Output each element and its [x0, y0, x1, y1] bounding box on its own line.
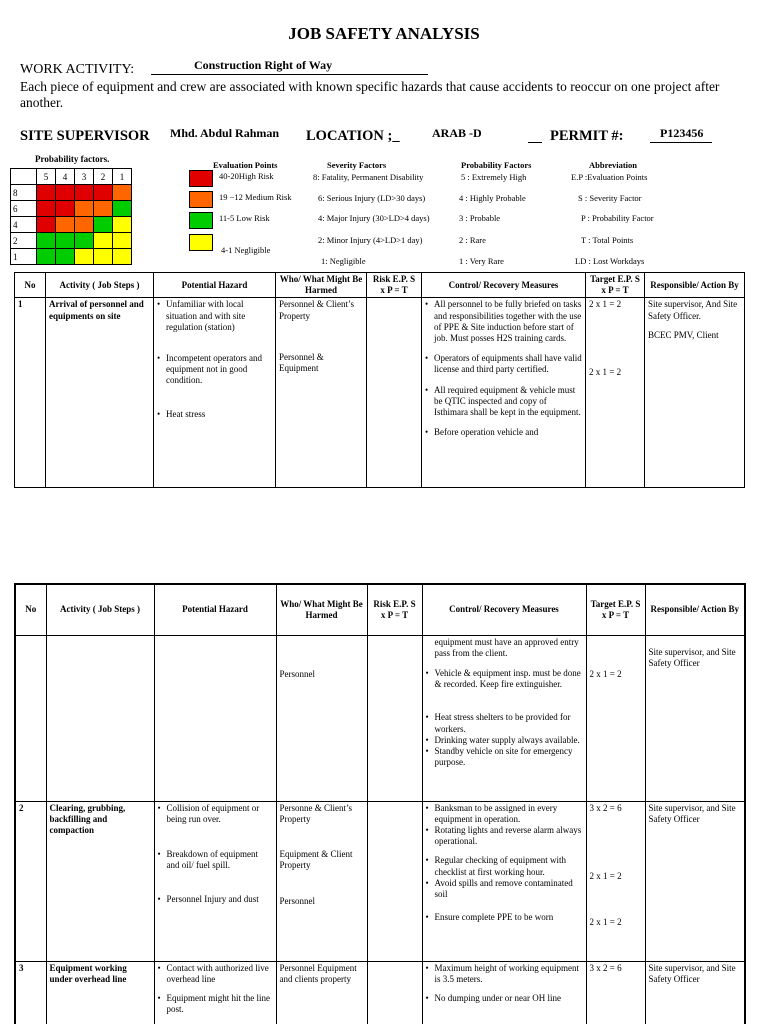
hazard-item: • Equipment might hit the line post.: [158, 993, 273, 1015]
matrix-cell: [37, 217, 56, 233]
matrix-cell: [37, 185, 56, 201]
control-item: • Vehicle & equipment insp. must be done & recorded. Keep fire extinguisher.: [426, 668, 583, 690]
table-row: [15, 801, 745, 961]
target-item: 2 x 1 = 2: [589, 299, 622, 310]
col-header-who: Who/ What Might Be Harmed: [276, 273, 367, 298]
who-item: Equipment & Client Property: [279, 848, 353, 871]
evaluation-item: 11-5 Low Risk: [219, 213, 270, 223]
control-item: • Ensure complete PPE to be worn: [426, 912, 583, 923]
control-item: • No dumping under or near OH line: [426, 993, 583, 1004]
matrix-cell: [113, 185, 132, 201]
row-responsible: [645, 961, 745, 1024]
row-hazards: [154, 961, 276, 1024]
row-who: [276, 801, 367, 961]
swatch-medium: [189, 191, 213, 208]
responsible-item: BCEC PMV, Client: [648, 329, 719, 340]
matrix-cell: [75, 217, 94, 233]
who-item: Personnel: [279, 668, 315, 679]
probability-title: Probability Factors: [461, 160, 532, 170]
matrix-col-header: 4: [56, 169, 75, 185]
matrix-cell: [113, 201, 132, 217]
row-who: [276, 298, 367, 488]
permit-label: PERMIT #:: [550, 128, 624, 144]
row-activity: Arrival of personnel and equipments on site: [46, 298, 154, 488]
matrix-cell: [56, 233, 75, 249]
control-item: • Operators of equipments shall have valid license and third party certified.: [425, 353, 582, 375]
matrix-cell: [75, 233, 94, 249]
responsible-item: Site supervisor, and Site Safety Officer: [648, 962, 736, 984]
work-activity-description: Each piece of equipment and crew are associated with known specific hazards that cause accidents to reoccur on one project after another.: [20, 79, 720, 110]
row-no: [15, 635, 46, 801]
matrix-col-header: 2: [94, 169, 113, 185]
row-targets: [586, 961, 645, 1024]
matrix-row-label: 1: [11, 249, 37, 265]
target-item: 2 x 1 = 2: [589, 916, 622, 927]
who-item: Personnel Equipment and clients property: [279, 962, 357, 984]
location-value: ARAB -D: [432, 126, 482, 140]
matrix-cell: [94, 233, 113, 249]
hazard-item: • Incompetent operators and equipment not in good condition.: [157, 353, 272, 387]
control-item: • All personnel to be fully briefed on tasks and responsibilities together with the use of PPE & Site induction before start of job. Must posses H2S training cards.: [425, 299, 582, 344]
severity-item: 8: Fatality, Permanent Disability: [313, 172, 424, 182]
matrix-cell: [56, 201, 75, 217]
matrix-cell: [94, 217, 113, 233]
matrix-cell: [94, 185, 113, 201]
severity-item: 4: Major Injury (30>LD>4 days): [318, 213, 430, 223]
control-item: • Standby vehicle on site for emergency purpose.: [426, 746, 583, 768]
site-supervisor-label: SITE SUPERVISOR: [20, 128, 150, 144]
row-responsible: [645, 298, 745, 488]
severity-item: 2: Minor Injury (4>LD>1 day): [318, 235, 423, 245]
evaluation-item: 40-20High Risk: [219, 171, 274, 181]
col-header-no: No: [15, 584, 46, 635]
control-item: • Regular checking of equipment with checklist at first working hour.: [426, 855, 583, 877]
swatch-negligible: [189, 234, 213, 251]
work-activity-underline: [151, 74, 428, 75]
row-targets: [586, 801, 645, 961]
who-item: Personne & Client’s Property: [279, 802, 352, 824]
table-header-row: [15, 584, 745, 635]
swatch-high: [189, 170, 213, 187]
abbreviation-title: Abbreviation: [589, 160, 638, 170]
matrix-cell: [56, 217, 75, 233]
matrix-cell: [113, 217, 132, 233]
row-who: [276, 961, 367, 1024]
work-activity-label: WORK ACTIVITY:: [20, 62, 135, 77]
permit-underline: [650, 142, 712, 143]
matrix-row-label: 2: [11, 233, 37, 249]
row-controls: [422, 298, 586, 488]
row-no: 2: [15, 801, 46, 961]
matrix-title: Probability factors.: [35, 154, 110, 164]
matrix-row-label: 6: [11, 201, 37, 217]
target-item: 2 x 1 = 2: [589, 366, 622, 377]
evaluation-item: 19 −12 Medium Risk: [219, 192, 292, 202]
row-no: 3: [15, 961, 46, 1024]
abbreviation-item: T : Total Points: [581, 235, 634, 245]
row-no: 1: [15, 298, 46, 488]
who-item: Personnel & Equipment: [279, 351, 324, 374]
jsa-table-1: [14, 272, 745, 488]
row-risk: [367, 961, 422, 1024]
matrix-cell: [75, 249, 94, 265]
row-activity: [46, 635, 154, 801]
probability-item: 4 : Highly Probable: [459, 193, 526, 203]
work-activity-value: Construction Right of Way: [194, 58, 333, 72]
matrix-cell: [37, 249, 56, 265]
col-header-risk: Risk E.P. S x P = T: [367, 584, 422, 635]
probability-item: 2 : Rare: [459, 235, 486, 245]
hazard-item: • Breakdown of equipment and oil/ fuel spill.: [158, 849, 273, 871]
col-header-hazard: Potential Hazard: [154, 273, 276, 298]
abbreviation-item: P : Probability Factor: [581, 213, 654, 223]
control-item: • All required equipment & vehicle must be QTIC inspected and copy of Isthimara shall be kept in the equipment.: [425, 385, 582, 419]
row-hazards: [154, 298, 276, 488]
target-item: 2 x 1 = 2: [589, 668, 622, 679]
hazard-item: • Contact with authorized live overhead line: [158, 963, 273, 985]
matrix-row-label: 8: [11, 185, 37, 201]
hazard-item: • Personnel Injury and dust: [158, 894, 273, 905]
who-item: Personnel: [279, 896, 315, 907]
matrix-col-header: 3: [75, 169, 94, 185]
control-item: • Maximum height of working equipment is 3.5 meters.: [426, 963, 583, 985]
responsible-item: Site supervisor, and Site Safety Officer: [648, 646, 736, 668]
matrix-cell: [56, 249, 75, 265]
responsible-item: Site supervisor, and Site Safety Officer: [648, 802, 736, 824]
row-controls: [422, 961, 586, 1024]
target-item: 3 x 2 = 6: [589, 802, 622, 813]
control-item: • Before operation vehicle and: [425, 427, 582, 438]
table-row: [15, 961, 745, 1024]
severity-item: 1: Negligible: [321, 256, 366, 266]
control-item: • Heat stress shelters to be provided for workers.: [426, 712, 583, 734]
page-title: JOB SAFETY ANALYSIS: [288, 24, 480, 43]
col-header-risk: Risk E.P. S x P = T: [367, 273, 422, 298]
row-activity: Clearing, grubbing, backfilling and compaction: [46, 801, 154, 961]
row-risk: [367, 635, 422, 801]
col-header-responsible: Responsible/ Action By: [645, 584, 745, 635]
target-item: 2 x 1 = 2: [589, 870, 622, 881]
matrix-cell: [37, 201, 56, 217]
matrix-cell: [94, 249, 113, 265]
matrix-cell: [94, 201, 113, 217]
severity-title: Severity Factors: [327, 160, 387, 170]
location-label: LOCATION ;_: [306, 128, 400, 144]
row-risk: [367, 298, 422, 488]
control-continuation: equipment must have an approved entry pass from the client.: [434, 636, 579, 658]
control-item: • Banksman to be assigned in every equipment in operation.: [426, 803, 583, 825]
row-controls: [422, 635, 586, 801]
matrix-cell: [37, 233, 56, 249]
hazard-item: • Unfamiliar with local situation and with site regulation (station): [157, 299, 272, 333]
col-header-activity: Activity ( Job Steps ): [46, 273, 154, 298]
evaluation-title: Evaluation Points: [213, 160, 278, 170]
control-item: • Avoid spills and remove contaminated soil: [426, 878, 583, 900]
probability-item: 3 : Probable: [459, 213, 501, 223]
row-targets: [586, 298, 645, 488]
matrix-cell: [113, 233, 132, 249]
matrix-corner: [11, 169, 37, 185]
responsible-item: Site supervisor, And Site Safety Officer.: [648, 299, 738, 321]
control-item: • Drinking water supply always available.: [426, 735, 583, 746]
col-header-responsible: Responsible/ Action By: [645, 273, 745, 298]
row-responsible: [645, 801, 745, 961]
row-hazards: [154, 635, 276, 801]
col-header-control: Control/ Recovery Measures: [422, 273, 586, 298]
matrix-cell: [75, 201, 94, 217]
target-item: 3 x 2 = 6: [589, 962, 622, 973]
matrix-cell: [75, 185, 94, 201]
col-header-who: Who/ What Might Be Harmed: [276, 584, 367, 635]
probability-item: 5 : Extremely High: [461, 172, 527, 182]
abbreviation-item: S : Severity Factor: [578, 193, 642, 203]
col-header-activity: Activity ( Job Steps ): [46, 584, 154, 635]
col-header-hazard: Potential Hazard: [154, 584, 276, 635]
row-activity: Equipment working under overhead line: [46, 961, 154, 1024]
row-targets: [586, 635, 645, 801]
hazard-item: • Heat stress: [157, 409, 272, 420]
matrix-row-label: 4: [11, 217, 37, 233]
matrix-cell: [56, 185, 75, 201]
control-item: • Rotating lights and reverse alarm always operational.: [426, 825, 583, 847]
matrix-col-header: 1: [113, 169, 132, 185]
col-header-target: Target E.P. S x P = T: [586, 584, 645, 635]
table-header-row: [15, 273, 745, 298]
evaluation-item: 4-1 Negligible: [221, 245, 271, 255]
col-header-target: Target E.P. S x P = T: [586, 273, 645, 298]
swatch-low: [189, 212, 213, 229]
row-who: [276, 635, 367, 801]
risk-matrix: [10, 168, 132, 265]
table-row: [15, 635, 745, 801]
row-responsible: [645, 635, 745, 801]
row-risk: [367, 801, 422, 961]
col-header-no: No: [15, 273, 46, 298]
site-supervisor-value: Mhd. Abdul Rahman: [170, 126, 280, 140]
hazard-item: • Collision of equipment or being run over.: [158, 803, 273, 825]
abbreviation-item: E.P :Evaluation Points: [571, 172, 648, 182]
matrix-cell: [113, 249, 132, 265]
probability-item: 1 : Very Rare: [459, 256, 504, 266]
col-header-control: Control/ Recovery Measures: [422, 584, 586, 635]
abbreviation-item: LD : Lost Workdays: [575, 256, 645, 266]
row-controls: [422, 801, 586, 961]
location-underline: [528, 142, 542, 143]
row-hazards: [154, 801, 276, 961]
matrix-col-header: 5: [37, 169, 56, 185]
who-item: Personnel & Client’s Property: [279, 299, 354, 321]
permit-value: P123456: [660, 126, 704, 140]
header-info-row: [20, 125, 760, 149]
severity-item: 6: Serious Injury (LD>30 days): [318, 193, 426, 203]
jsa-table-2: [14, 583, 746, 1024]
table-row: [15, 298, 745, 488]
